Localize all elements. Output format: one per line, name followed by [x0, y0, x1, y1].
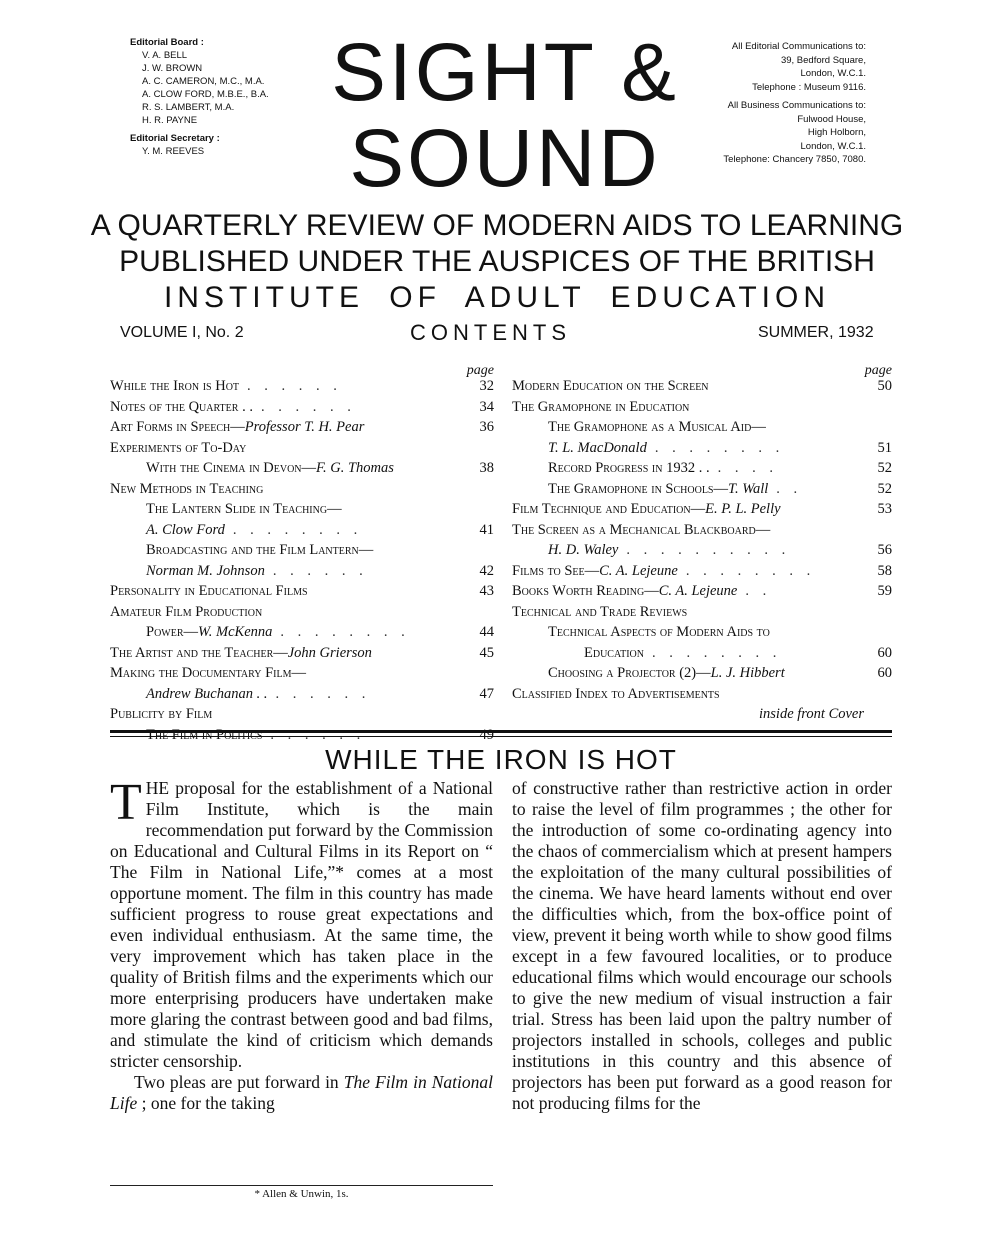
toc-entry: [110, 378, 494, 395]
subtitle-line-1: A QUARTERLY REVIEW OF MODERN AIDS TO LEARNING: [90, 209, 904, 242]
article-title: WHILE THE IRON IS HOT: [325, 744, 677, 775]
divider-thin: [110, 736, 892, 737]
toc-entry-text: [512, 542, 864, 559]
toc-entry-author: E. P. L. Pelly: [705, 501, 781, 517]
toc-entry-title: Art Forms in Speech—: [110, 419, 245, 435]
toc-entry: [110, 686, 494, 703]
toc-entry-title: The Gramophone in Education: [512, 398, 690, 415]
toc-entry-author: C. A. Lejeune: [599, 562, 678, 579]
toc-leader-dots: . . . . . .: [272, 562, 368, 579]
toc-entry-author: Andrew Buchanan . .: [146, 685, 268, 702]
issue-date: SUMMER, 1932: [758, 324, 874, 341]
toc-entry-text: [110, 604, 466, 621]
volume-number: VOLUME I, No. 2: [120, 324, 244, 341]
editorial-address-line: Telephone : Museum 9116.: [752, 81, 866, 93]
article-paragraph-continued: of constructive rather than restrictive action in order to raise the level of film programmes ; the other for the introduction of some co-ordinating agency into the chaos of commercialism which at present hampers the exploitation of the many cultural possibilities of the cinema. We have heard laments without end over the difficulties which, from the box-office point of view, prevent it being worth while to show good films except in a few favoured localities, or to produce educational films which would encourage our schools to give the new medium of visual instruction a fair trial. Stress has been laid upon the paltry number of projectors installed in schools, colleges and public institutions in this country and this absence of projectors has been put forward as a good reason for not producing films for the: [512, 778, 892, 1113]
article-paragraph-2-italic: The Film in National Life: [110, 1072, 493, 1113]
toc-entry-author: H. D. Waley: [548, 542, 619, 558]
editorial-address-line: London, W.C.1.: [800, 68, 866, 79]
subtitle: [60, 208, 934, 316]
toc-entry: [110, 481, 494, 498]
toc-entry-author: John Grierson: [287, 644, 372, 661]
toc-entry-page: 41: [479, 521, 494, 538]
toc-entry-text: [512, 522, 864, 539]
subtitle-line-3: INSTITUTE OF ADULT EDUCATION: [163, 281, 831, 314]
toc-entry-text: [110, 419, 466, 436]
toc-entry-text: [110, 665, 466, 682]
toc-entry-title: Personality in Educational Films: [110, 583, 308, 599]
toc-entry: [512, 542, 892, 559]
masthead-line-2: SOUND: [349, 113, 661, 204]
toc-entry-title: Notes of the Quarter . .: [110, 398, 253, 415]
toc-entry: [512, 460, 892, 477]
contact-info: [680, 40, 866, 167]
toc-entry-page: 51: [877, 439, 892, 456]
toc-entry-title: Books Worth Reading—: [512, 583, 659, 599]
toc-entry-title: Film Technique and Education—: [512, 501, 706, 517]
editorial-board-heading: Editorial Board :: [130, 37, 204, 48]
editorial-secretary-heading: Editorial Secretary :: [130, 133, 220, 144]
toc-entry-text: [512, 686, 864, 703]
page-column-label: page: [864, 363, 892, 378]
editorial-board: [130, 36, 330, 158]
toc-entry-text: [110, 481, 466, 498]
footnote: * Allen & Unwin, 1s.: [254, 1188, 349, 1200]
toc-entry-text: [512, 419, 864, 436]
subtitle-line-2: PUBLISHED UNDER THE AUSPICES OF THE BRITISH: [119, 245, 875, 278]
toc-entry-title: Films to See—: [512, 562, 600, 579]
toc-entry-page: 38: [479, 460, 494, 476]
toc-entry-title: Experiments of To-Day: [110, 439, 247, 456]
toc-entry-title: Technical and Trade Reviews: [512, 603, 688, 620]
divider-thick: [110, 730, 892, 733]
toc-entry-author: Professor T. H. Pear: [244, 419, 365, 435]
toc-entry-page: 36: [479, 419, 494, 435]
article-paragraph-1: [110, 774, 493, 1072]
toc-entry: [110, 460, 494, 477]
toc-entry-page: 47: [479, 685, 494, 702]
toc-entry-title: The Gramophone as a Musical Aid—: [548, 419, 766, 435]
toc-entry: [512, 522, 892, 539]
toc-entry: [512, 706, 892, 723]
toc-entry-page: 59: [877, 583, 892, 599]
business-contact-heading: All Business Communications to:: [727, 100, 866, 111]
toc-leader-dots: . . . . . . . .: [232, 521, 363, 538]
toc-entry-text: [110, 460, 466, 477]
toc-entry: [512, 665, 892, 682]
toc-entry-text: [512, 645, 864, 662]
editorial-board-member: R. S. LAMBERT, M.A.: [142, 102, 235, 113]
toc-entry-text: [110, 645, 466, 662]
article-paragraph-2-text-b: ; one for the taking: [137, 1093, 275, 1113]
article-paragraph-2: [110, 1072, 493, 1114]
toc-entry: [512, 624, 892, 641]
toc-entry-title: Classified Index to Advertisements: [512, 685, 720, 702]
toc-entry-text: [512, 460, 864, 477]
masthead-line-1: SIGHT &: [331, 27, 679, 118]
toc-left-column: [110, 362, 494, 747]
toc-entry-author: W. McKenna: [198, 624, 273, 640]
toc-entry-page: 44: [479, 624, 494, 640]
toc-entry-author: T. Wall: [728, 480, 769, 497]
toc-entry-page: 58: [877, 562, 892, 579]
toc-entry-title: With the Cinema in Devon—: [146, 460, 317, 476]
toc-entry-text: [110, 706, 466, 723]
footnote-rule: [110, 1185, 493, 1186]
toc-leader-dots: . . . . . . . .: [654, 439, 785, 456]
toc-entry-text: [512, 665, 864, 682]
toc-entry-page: 56: [877, 542, 892, 558]
toc-entry-text: [110, 501, 466, 518]
toc-entry: [512, 645, 892, 662]
toc-entry: [110, 645, 494, 662]
toc-entry-page: 43: [479, 583, 494, 599]
toc-entry-title: Broadcasting and the Film Lantern—: [146, 542, 374, 558]
toc-entry-text: [512, 378, 864, 395]
editorial-address-line: 39, Bedford Square,: [780, 54, 866, 66]
toc-leader-dots: . .: [776, 480, 803, 497]
toc-entry: [110, 440, 494, 457]
toc-entry-page: 34: [479, 398, 494, 415]
toc-leader-dots: . . . . . . . .: [280, 624, 410, 640]
toc-entry: [110, 419, 494, 436]
toc-leader-dots: . . . . . . . .: [651, 644, 782, 661]
toc-entry-text: [110, 624, 466, 641]
toc-entry: [512, 563, 892, 580]
toc-entry: [110, 624, 494, 641]
contents-heading: CONTENTS: [410, 320, 571, 345]
toc-entry: [110, 706, 494, 723]
toc-entry: [110, 604, 494, 621]
toc-entry: [110, 399, 494, 416]
toc-entry-title: Technical Aspects of Modern Aids to: [548, 624, 770, 640]
toc-entry-title: The Screen as a Mechanical Blackboard—: [512, 521, 771, 538]
toc-entry-page: 32: [479, 378, 494, 394]
editorial-board-member: A. C. CAMERON, M.C., M.A.: [142, 76, 265, 87]
toc-entry-title: Publicity by Film: [110, 706, 213, 722]
toc-leader-dots: . . . . . . . .: [685, 562, 816, 579]
toc-leader-dots: . .: [745, 583, 772, 599]
toc-leader-dots: . . . . . . . . . .: [626, 542, 791, 558]
toc-entry-text: [110, 583, 466, 600]
toc-entry-text: [512, 706, 864, 723]
editorial-contact-heading: All Editorial Communications to:: [731, 41, 866, 52]
toc-entry-page: 52: [877, 480, 892, 497]
business-address-line: Telephone: Chancery 7850, 7080.: [723, 154, 866, 165]
toc-entry-page: 52: [877, 460, 892, 476]
business-address-line: High Holborn,: [807, 127, 866, 138]
toc-entry-text: [110, 522, 466, 539]
toc-entry-text: [512, 604, 864, 621]
toc-entry-text: [110, 542, 466, 559]
toc-entry: [512, 583, 892, 600]
toc-leader-dots: . . . . . .: [275, 685, 371, 702]
toc-entry: [512, 686, 892, 703]
toc-entry: [110, 501, 494, 518]
page-column-label: page: [466, 363, 494, 378]
toc-entry-text: [110, 399, 466, 416]
toc-entry-page: 53: [877, 501, 892, 517]
toc-entry-text: [110, 686, 466, 703]
toc-entry-text: [512, 583, 864, 600]
toc-entry-author: F. G. Thomas: [316, 460, 394, 476]
drop-cap: T: [110, 774, 142, 831]
article-paragraph-1-text: HE proposal for the establishment of a National Film Institute, which is the main recommendation put forward by the Commission on Educational and Cultural Films in its Report on “ The Film in National Life,”* comes at a most opportune moment. The film in this country has made sufficient progress to rouse great expectations and even individual enthusiasm. At the same time, the very improvement which has taken place in the quality of British films and the experiments which our more enterprising producers have undertaken make more glaring the contrast between good and bad films, and stimulate the kind of criticism which demands stricter censorship.: [110, 778, 493, 1071]
toc-entry-author: C. A. Lejeune: [658, 583, 738, 599]
toc-entry-text: [512, 440, 864, 457]
editorial-board-member: H. R. PAYNE: [142, 115, 198, 126]
toc-entry-text: [110, 378, 466, 395]
toc-entry-author: A. Clow Ford: [146, 521, 225, 538]
toc-entry-title: Power—: [146, 624, 199, 640]
toc-entry-author: Norman M. Johnson: [146, 562, 265, 579]
toc-entry: [110, 522, 494, 539]
article-paragraph-2-text-a: Two pleas are put forward in: [134, 1072, 344, 1092]
toc-entry: [512, 481, 892, 498]
toc-entry-text: [512, 501, 864, 518]
toc-entry-author: inside front Cover: [759, 706, 864, 722]
editorial-board-member: A. CLOW FORD, M.B.E., B.A.: [142, 89, 269, 100]
toc-leader-dots: . . . . . .: [247, 378, 342, 394]
toc-entry-text: [512, 624, 864, 641]
toc-entry: [110, 563, 494, 580]
toc-entry-title: Record Progress in 1932 . .: [548, 460, 710, 476]
toc-entry: [512, 440, 892, 457]
toc-entry: [110, 542, 494, 559]
toc-entry-title: Choosing a Projector (2)—: [548, 665, 711, 681]
toc-entry-page: 60: [877, 665, 892, 681]
article-column-right: [512, 778, 892, 1114]
toc-entry-title: Amateur Film Production: [110, 603, 263, 620]
toc-entry-author: T. L. MacDonald: [548, 439, 647, 456]
editorial-board-member: J. W. BROWN: [142, 63, 203, 74]
toc-entry-title: New Methods in Teaching: [110, 480, 264, 497]
toc-entry-page: 50: [877, 378, 892, 394]
article-column-left: [110, 774, 493, 1114]
toc-entry-text: [110, 440, 466, 457]
business-address-line: London, W.C.1.: [800, 140, 866, 152]
toc-entry: [110, 665, 494, 682]
toc-entry-title: Making the Documentary Film—: [110, 665, 306, 681]
toc-leader-dots: . . . .: [717, 460, 778, 476]
toc-entry-title: The Film in Politics: [146, 726, 263, 743]
toc-leader-dots: . . . . . .: [260, 398, 356, 415]
toc-entry: [512, 399, 892, 416]
toc-entry-text: [512, 563, 864, 580]
toc-entry-title: While the Iron is Hot: [110, 378, 240, 394]
toc-leader-dots: . . . . . .: [270, 726, 366, 743]
toc-entry-title: The Artist and the Teacher—: [110, 644, 288, 661]
toc-right-column: [512, 362, 892, 727]
editorial-board-member: V. A. BELL: [142, 50, 188, 61]
toc-entry-author: L. J. Hibbert: [710, 665, 785, 681]
toc-entry-title: Modern Education on the Screen: [512, 378, 709, 394]
toc-entry-text: [110, 563, 466, 580]
toc-entry: [110, 583, 494, 600]
toc-entry-title: Education: [584, 644, 644, 661]
toc-entry: [512, 378, 892, 395]
editorial-secretary: Y. M. REEVES: [142, 146, 205, 157]
toc-entry-text: [512, 399, 864, 416]
business-address-line: Fulwood House,: [797, 113, 866, 125]
toc-entry-text: [512, 481, 864, 498]
toc-entry: [512, 501, 892, 518]
toc-entry: [512, 604, 892, 621]
toc-entry-title: The Gramophone in Schools—: [548, 480, 728, 497]
toc-entry-title: The Lantern Slide in Teaching—: [146, 501, 342, 517]
toc-entry-page: 42: [479, 562, 494, 579]
toc-entry: [512, 419, 892, 436]
masthead: [320, 27, 690, 204]
toc-entry-page: 60: [877, 644, 892, 661]
toc-entry-page: 49: [479, 726, 494, 743]
toc-entry-page: 45: [479, 644, 494, 661]
